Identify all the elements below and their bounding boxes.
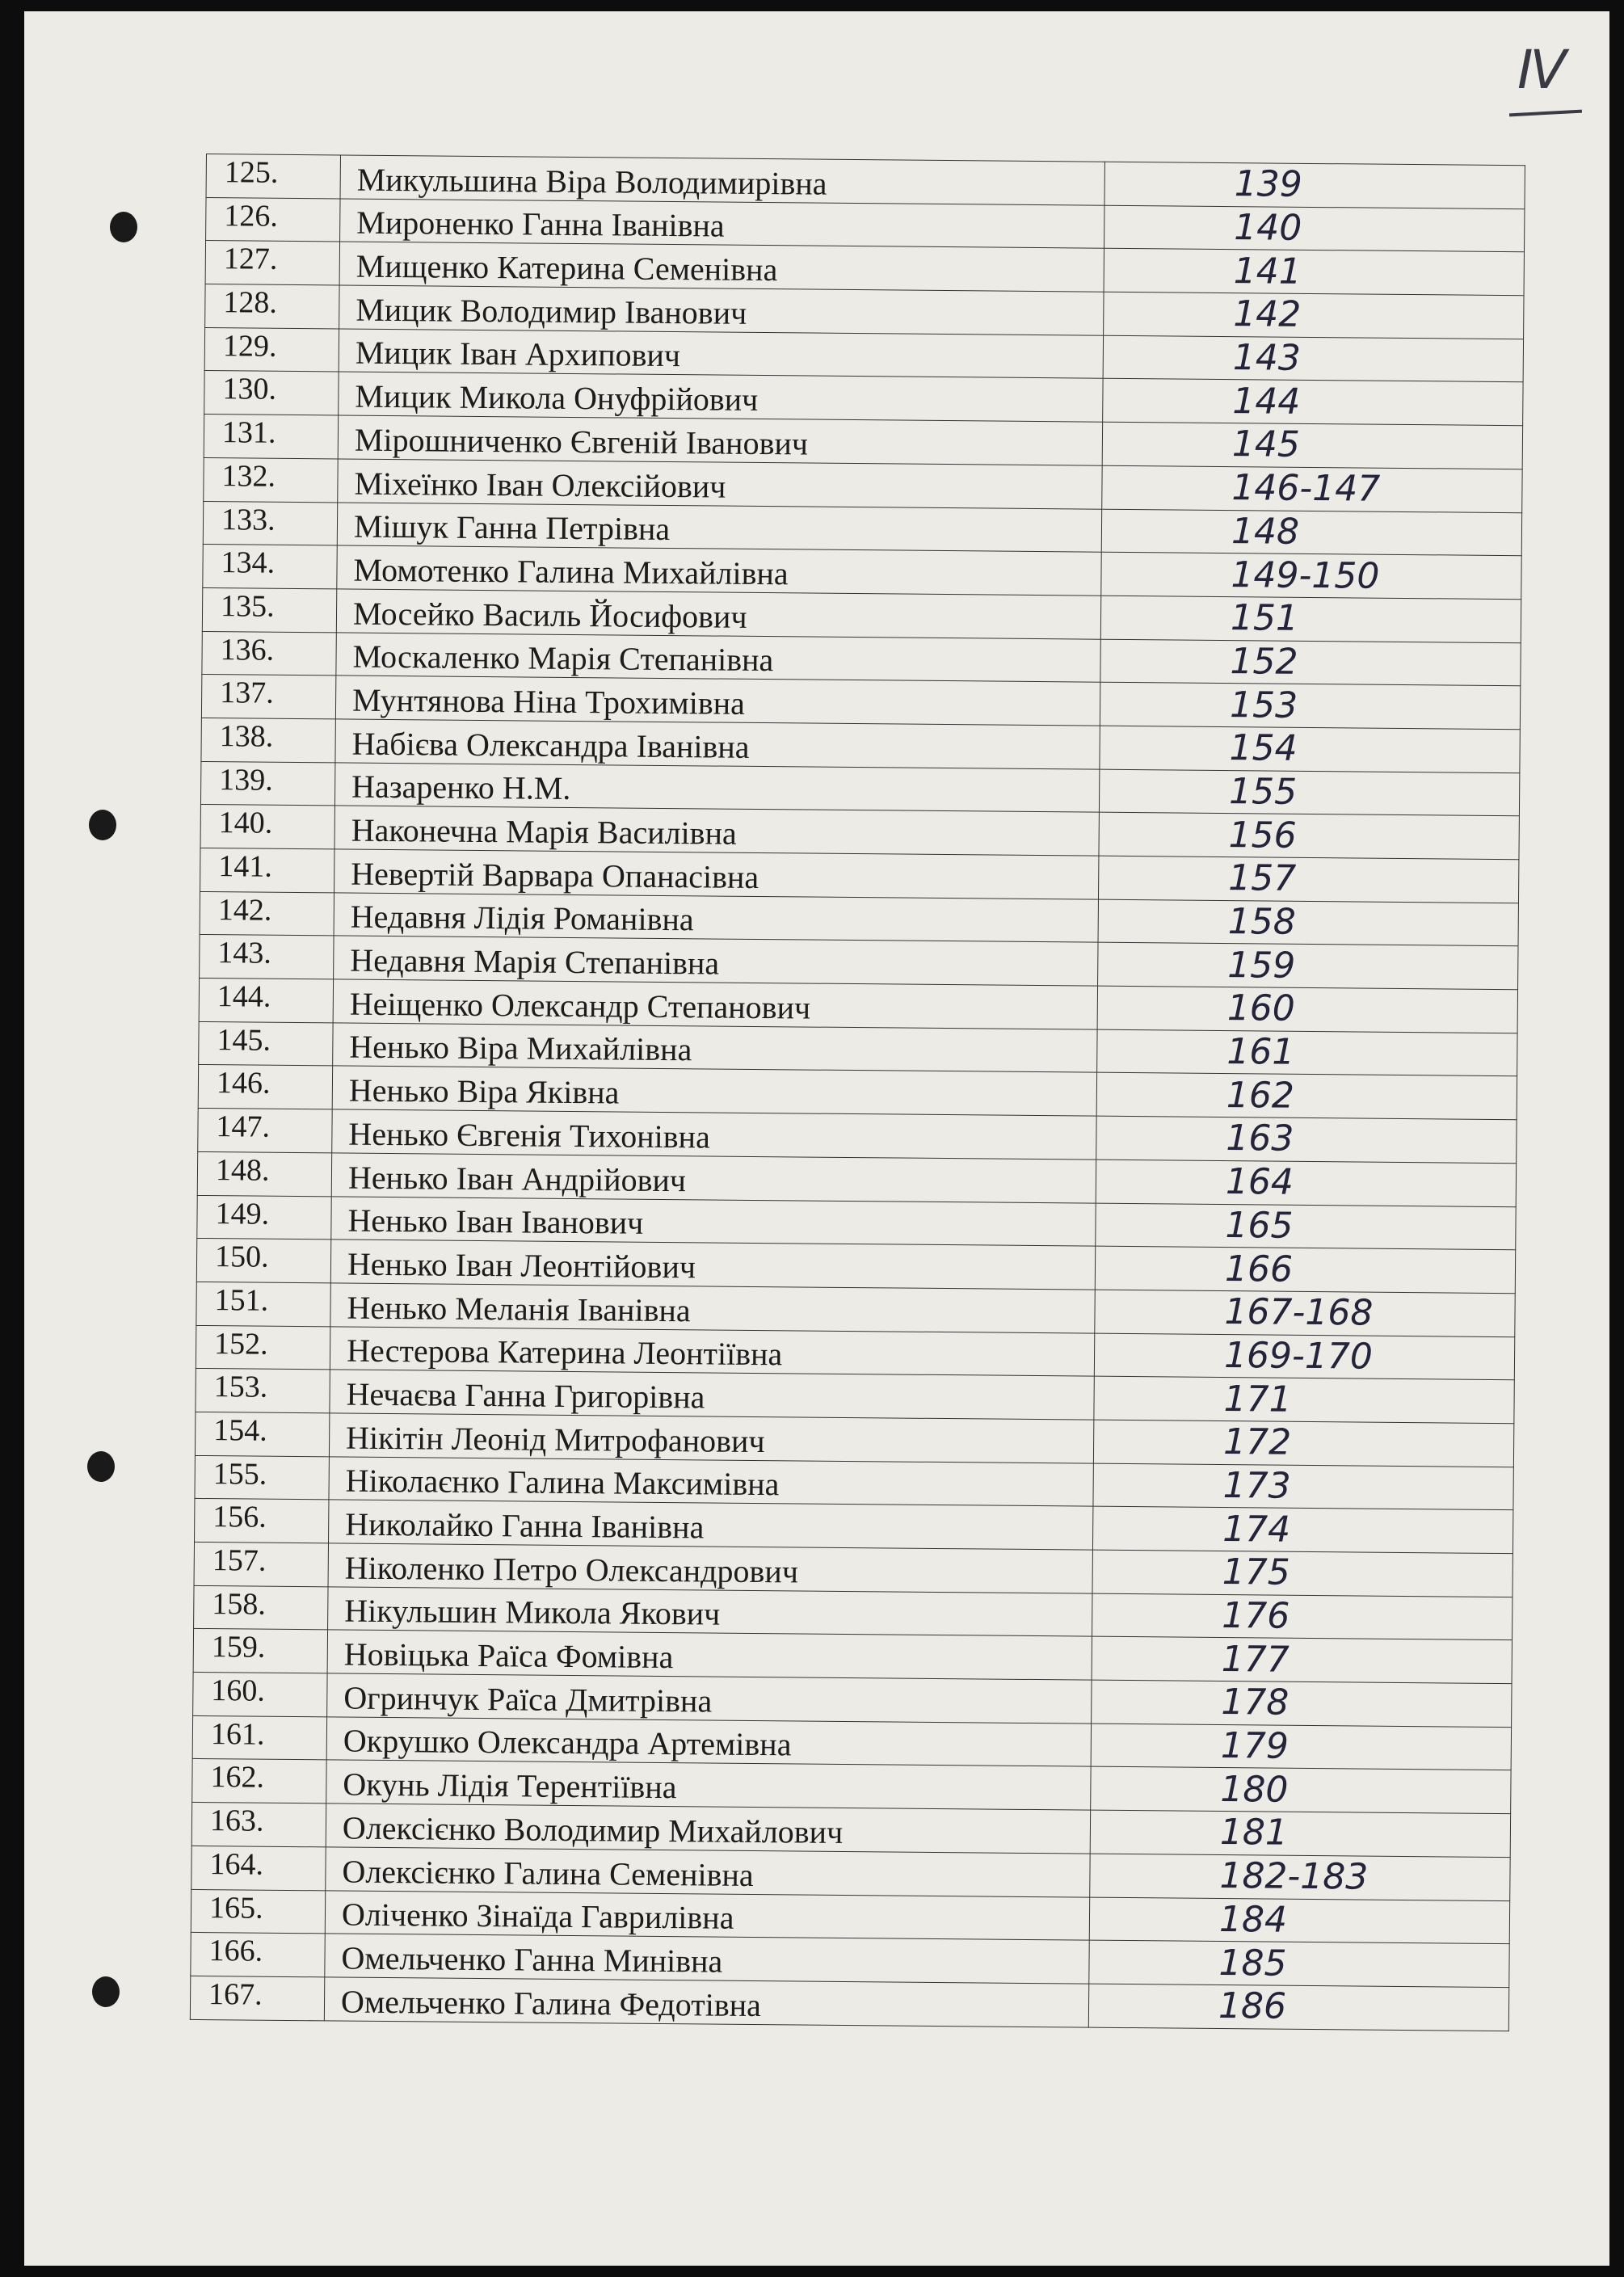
page-reference: 140	[1104, 205, 1525, 252]
page-reference: 174	[1092, 1506, 1513, 1553]
page-reference: 184	[1089, 1897, 1509, 1944]
person-name: Ненько Віра Яківна	[332, 1066, 1096, 1116]
row-number: 139.	[200, 761, 334, 806]
page-reference: 164	[1096, 1160, 1516, 1206]
row-number: 161.	[192, 1715, 326, 1760]
person-name: Мішук Ганна Петрівна	[337, 502, 1101, 552]
row-number: 128.	[205, 284, 339, 329]
page-reference: 186	[1088, 1984, 1508, 2031]
row-number: 126.	[206, 197, 340, 242]
row-number: 144.	[199, 979, 333, 1023]
row-number: 156.	[195, 1499, 329, 1543]
person-name: Мироненко Ганна Іванівна	[340, 199, 1104, 249]
person-name: Невертій Варвара Опанасівна	[334, 849, 1099, 899]
person-name: Окунь Лідія Терентіївна	[326, 1760, 1091, 1810]
row-number: 151.	[196, 1282, 330, 1326]
page-reference: 156	[1099, 812, 1519, 859]
punch-hole	[110, 212, 137, 242]
person-name: Момотенко Галина Михайлівна	[337, 545, 1101, 596]
row-number: 133.	[203, 501, 337, 545]
row-number: 165.	[191, 1889, 325, 1934]
page-reference: 154	[1100, 726, 1520, 772]
page-reference: 181	[1090, 1810, 1510, 1857]
person-name: Мицик Іван Архипович	[339, 329, 1103, 379]
page-reference: 167-168	[1095, 1290, 1515, 1336]
person-name: Ніколенко Петро Олександрович	[328, 1543, 1092, 1593]
page-reference: 178	[1092, 1680, 1512, 1727]
person-name: Олексієнко Володимир Михайлович	[326, 1804, 1090, 1854]
person-name: Нікульшин Микола Якович	[328, 1587, 1092, 1637]
person-name: Мищенко Катерина Семенівна	[339, 242, 1104, 292]
page-reference: 160	[1097, 986, 1517, 1033]
row-number: 159.	[193, 1629, 327, 1673]
person-name: Недавня Марія Степанівна	[334, 936, 1098, 986]
page-reference: 161	[1097, 1029, 1517, 1076]
page-reference: 155	[1099, 769, 1519, 816]
row-number: 136.	[202, 631, 336, 676]
page-reference: 172	[1093, 1420, 1513, 1467]
person-name: Ненько Євгенія Тихонівна	[332, 1109, 1096, 1160]
person-name: Нечаєва Ганна Григорівна	[330, 1370, 1094, 1420]
page-reference: 177	[1092, 1637, 1512, 1684]
person-name: Москаленко Марія Степанівна	[336, 632, 1100, 682]
row-number: 160.	[193, 1672, 327, 1716]
row-number: 127.	[205, 241, 339, 285]
person-name: Наконечна Марія Василівна	[334, 806, 1099, 856]
page-mark-underline	[1509, 110, 1582, 117]
row-number: 162.	[192, 1759, 326, 1804]
person-name: Николайко Ганна Іванівна	[328, 1500, 1092, 1550]
row-number: 149.	[197, 1195, 331, 1240]
page-reference: 153	[1100, 682, 1520, 729]
row-number: 157.	[194, 1542, 328, 1586]
person-name: Міхеїнко Іван Олексійович	[338, 459, 1102, 509]
person-name: Набієва Олександра Іванівна	[335, 719, 1100, 769]
person-name: Назаренко Н.М.	[334, 763, 1099, 813]
row-number: 164.	[191, 1846, 326, 1890]
page-reference: 182-183	[1090, 1854, 1510, 1900]
page-reference: 162	[1096, 1073, 1517, 1120]
page-reference: 141	[1104, 249, 1524, 296]
person-name: Олексієнко Галина Семенівна	[326, 1847, 1090, 1897]
row-number: 152.	[196, 1325, 330, 1370]
person-name: Нікітін Леонід Митрофанович	[329, 1413, 1093, 1463]
page-reference: 171	[1094, 1376, 1514, 1423]
person-name: Омельченко Ганна Минівна	[325, 1934, 1089, 1984]
row-number: 148.	[197, 1151, 331, 1196]
page-reference: 142	[1104, 292, 1524, 339]
row-number: 125.	[206, 154, 340, 199]
row-number: 140.	[200, 805, 334, 849]
page-reference: 149-150	[1101, 552, 1521, 599]
page-reference: 139	[1104, 162, 1525, 208]
person-name: Ненько Іван Іванович	[331, 1196, 1096, 1246]
row-number: 153.	[196, 1369, 330, 1413]
row-number: 137.	[201, 675, 335, 719]
person-name: Микульшина Віра Володимирівна	[340, 155, 1104, 205]
page-reference: 143	[1103, 335, 1523, 382]
page-reference: 151	[1100, 596, 1521, 642]
row-number: 167.	[190, 1976, 324, 2020]
page-reference: 165	[1096, 1203, 1516, 1250]
person-name: Мицик Володимир Іванович	[339, 285, 1104, 335]
person-name: Нестерова Катерина Леонтіївна	[330, 1326, 1094, 1376]
row-number: 163.	[191, 1803, 326, 1847]
page-reference: 148	[1101, 509, 1521, 556]
row-number: 158.	[194, 1585, 328, 1630]
page-reference: 152	[1100, 639, 1521, 686]
page-reference: 179	[1091, 1724, 1511, 1770]
page-reference: 157	[1098, 856, 1518, 903]
register-body	[190, 154, 1525, 2031]
person-name: Недавня Лідія Романівна	[334, 893, 1098, 943]
row-number: 150.	[196, 1239, 330, 1283]
page-reference: 146-147	[1102, 465, 1522, 512]
row-number: 166.	[191, 1933, 325, 1977]
page-reference: 158	[1098, 899, 1518, 946]
row-number: 141.	[200, 848, 334, 892]
row-number: 131.	[204, 415, 338, 459]
person-name: Ненько Віра Михайлівна	[333, 1023, 1097, 1073]
person-name: Неіщенко Олександр Степанович	[333, 979, 1097, 1029]
row-number: 146.	[198, 1065, 332, 1109]
person-name: Новіцька Раїса Фомівна	[327, 1630, 1092, 1680]
person-name: Ніколаєнко Галина Максимівна	[329, 1457, 1093, 1507]
row-number: 130.	[204, 371, 339, 415]
page-reference: 166	[1095, 1246, 1515, 1293]
page-reference: 175	[1092, 1550, 1513, 1597]
person-name: Огринчук Раїса Дмитрівна	[327, 1673, 1092, 1724]
handwritten-page-mark: IV	[1517, 39, 1563, 101]
row-number: 132.	[204, 457, 338, 502]
punch-hole	[89, 810, 116, 840]
register-table	[190, 154, 1525, 2031]
page-reference: 144	[1103, 379, 1523, 426]
page-reference: 159	[1098, 943, 1518, 990]
page-reference: 169-170	[1094, 1333, 1514, 1380]
punch-hole	[87, 1451, 115, 1482]
page-reference: 180	[1091, 1767, 1511, 1814]
person-name: Ненько Іван Леонтійович	[330, 1240, 1095, 1290]
row-number: 143.	[200, 935, 334, 979]
row-number: 154.	[195, 1412, 329, 1456]
person-name: Окрушко Олександра Артемівна	[326, 1717, 1091, 1767]
row-number: 138.	[201, 718, 335, 762]
person-name: Мицик Микола Онуфрійович	[339, 372, 1103, 422]
person-name: Ненько Меланія Іванівна	[330, 1283, 1095, 1333]
page-reference: 185	[1089, 1940, 1509, 1987]
row-number: 134.	[203, 545, 337, 589]
row-number: 155.	[195, 1455, 329, 1500]
person-name: Ненько Іван Андрійович	[331, 1153, 1096, 1203]
row-number: 129.	[204, 327, 339, 372]
page-reference: 163	[1096, 1116, 1517, 1163]
row-number: 135.	[202, 587, 336, 632]
punch-hole	[92, 1976, 120, 2007]
person-name: Мосейко Василь Йосифович	[336, 589, 1100, 639]
row-number: 145.	[199, 1021, 333, 1066]
person-name: Оліченко Зінаїда Гаврилівна	[325, 1890, 1089, 1940]
person-name: Мірошниченко Євгеній Іванович	[338, 415, 1102, 465]
row-number: 147.	[198, 1109, 332, 1153]
person-name: Омельченко Галина Федотівна	[324, 1977, 1088, 2027]
page-reference: 176	[1092, 1593, 1513, 1640]
person-name: Мунтянова Ніна Трохимівна	[335, 676, 1100, 726]
row-number: 142.	[200, 891, 334, 936]
page-reference: 173	[1093, 1463, 1513, 1510]
page-reference: 145	[1102, 422, 1522, 469]
